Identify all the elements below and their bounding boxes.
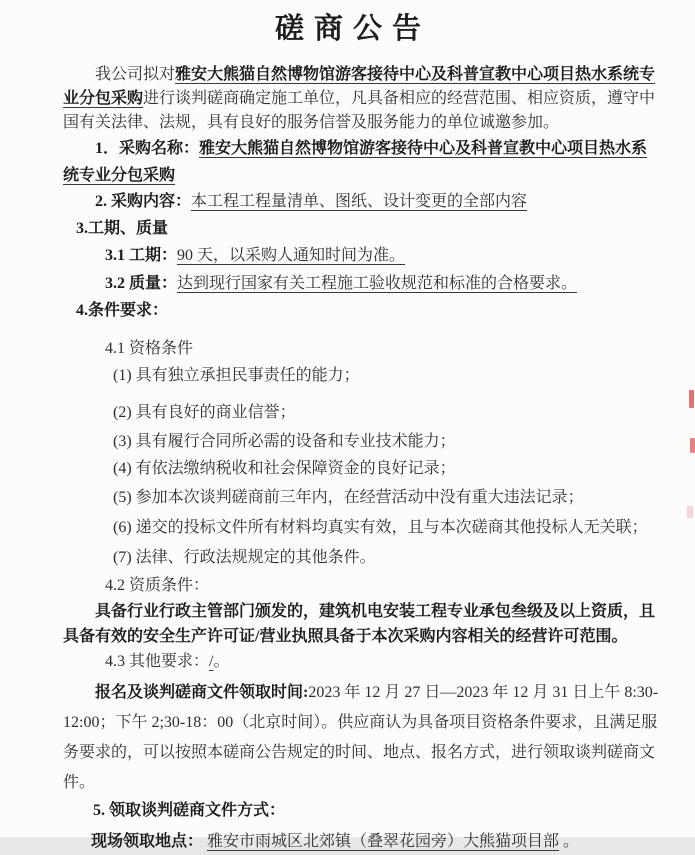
other-requirements-suffix: 。: [213, 653, 230, 670]
red-edge-mark: [690, 438, 695, 453]
item-duration: [105, 243, 663, 269]
qualification-item-3: (3) 具有履行合同所必需的设备和专业技术能力；: [113, 433, 456, 450]
intro-suffix: 进行谈判磋商确定施工单位，凡具备相应的经营范围、相应资质，遵守中国有关法律、法规，具有良好的服务信誉及服务能力的单位诚邀参加。: [63, 90, 656, 131]
pickup-location-line: [91, 829, 663, 855]
purchase-content-label: 2. 采购内容：: [95, 193, 192, 210]
pickup-location-value: 雅安市雨城区北郊镇（叠翠花园旁）大熊猫项目部: [207, 833, 560, 850]
intro-prefix: 我公司拟对: [95, 66, 176, 83]
item-purchase-content: [63, 189, 663, 215]
item-purchase-name: [63, 135, 663, 189]
purchase-content-value: 本工程工程量清单、图纸、设计变更的全部内容: [191, 193, 528, 210]
duration-value: 90 天，以采购人通知时间为准。: [177, 247, 406, 264]
other-requirements-value: /: [209, 653, 214, 670]
item-other-requirements: [105, 649, 663, 675]
heading-credential-conditions: 4.2 资质条件：: [105, 577, 210, 594]
heading-requirements: 4.条件要求：: [76, 302, 169, 319]
item-quality: [105, 271, 663, 297]
intro-paragraph: [63, 63, 663, 135]
other-requirements-label: 4.3 其他要求：: [105, 653, 210, 670]
heading-pickup-method: 5. 领取谈判磋商文件方式：: [93, 802, 286, 819]
qualification-item-4: (4) 有依法缴纳税收和社会保障资金的良好记录；: [113, 460, 456, 477]
credential-text: 具备行业行政主管部门颁发的，建筑机电安装工程专业承包叁级及以上资质，且具备有效的安全生产许可证/营业执照具备于本次采购内容相关的经营许可范围。: [63, 603, 656, 645]
duration-label: 3.1 工期：: [105, 247, 178, 264]
quality-value: 达到现行国家有关工程施工验收规范和标准的合格要求。: [177, 275, 578, 292]
project-name-text: 雅安大熊猫自然博物馆游客接待中心及科普宣教中心项目热水系统专业分包采购: [63, 66, 656, 107]
schedule-paragraph: [63, 678, 663, 798]
qualification-item-2: (2) 具有良好的商业信誉；: [113, 404, 296, 421]
qualification-item-6: (6) 递交的投标文件所有材料均真实有效，且与本次磋商其他投标人无关联；: [113, 519, 648, 536]
red-edge-mark: [687, 506, 693, 518]
pickup-location-suffix: 。: [563, 833, 580, 850]
qualification-item-1: (1) 具有独立承担民事责任的能力；: [113, 367, 360, 384]
qualification-item-7: (7) 法律、行政法规规定的其他条件。: [113, 549, 376, 566]
schedule-label: 报名及谈判磋商文件领取时间:: [95, 684, 309, 701]
heading-qualification-conditions: 4.1 资格条件: [105, 340, 194, 357]
heading-duration-quality: 3.工期、质量: [76, 220, 169, 237]
red-edge-mark: [689, 390, 694, 408]
purchase-name-value: 雅安大熊猫自然博物馆游客接待中心及科普宣教中心项目热水系统专业分包采购: [63, 140, 648, 184]
schedule-text: 2023 年 12 月 27 日—2023 年 12 月 31 日上午 8:30-12:00；下午 2;30-18：00（北京时间）。供应商认为具备项目资格条件要求，且满足服务要求的，可以按照本磋商公告规定的时间、地点、报名方式，进行领取谈判磋商文件。: [63, 684, 659, 791]
quality-label: 3.2 质量：: [105, 275, 178, 292]
qualification-item-5: (5) 参加本次谈判磋商前三年内，在经营活动中没有重大违法记录；: [113, 489, 584, 506]
page-title: 磋商公告: [274, 13, 431, 45]
purchase-name-label: 1．采购名称：: [95, 140, 200, 157]
pickup-location-label: 现场领取地点：: [91, 833, 204, 850]
